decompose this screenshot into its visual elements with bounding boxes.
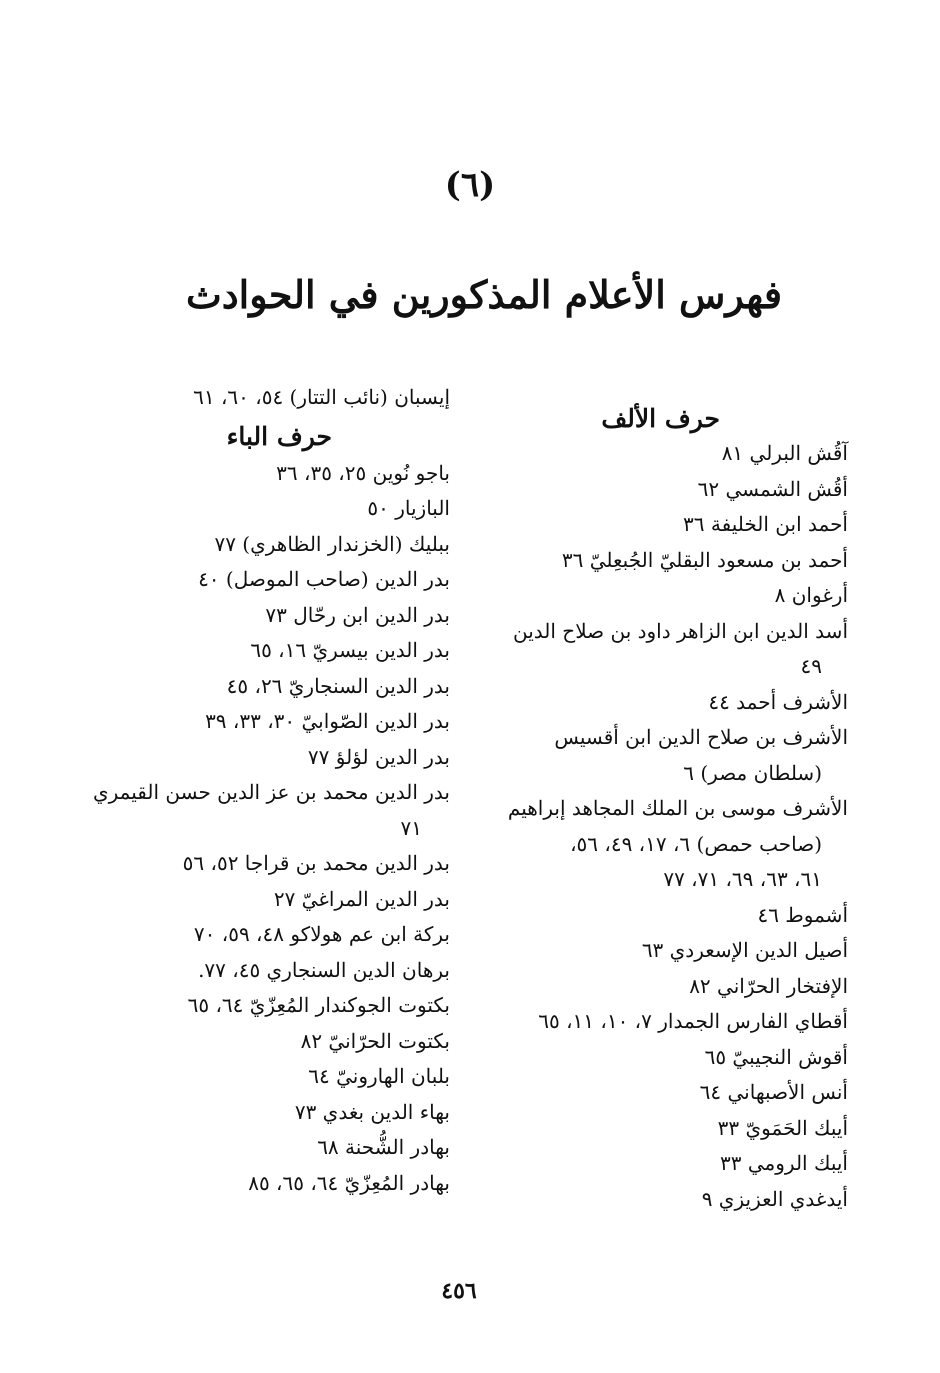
- index-entry: بهاء الدين بغدي ٧٣: [294, 1099, 450, 1124]
- right-column: [488, 380, 848, 1217]
- index-entry: بلبان الهارونيّ ٦٤: [308, 1064, 450, 1088]
- index-entry: بدر الدين الصّوابيّ ٣٠، ٣٣، ٣٩: [205, 709, 450, 733]
- index-entry: أيبك الرومي ٣٣: [720, 1151, 848, 1175]
- index-entry-continuation: (صاحب حمص) ٦، ١٧، ٤٩، ٥٦،: [570, 831, 822, 856]
- index-entry: أرغوان ٨: [774, 583, 848, 607]
- index-entry: أيبك الحَمَويّ ٣٣: [717, 1115, 848, 1140]
- index-entry: بدر الدين السنجاريّ ٢٦، ٤٥: [226, 673, 450, 698]
- index-entry: بدر الدين محمد بن عز الدين حسن القيمري: [92, 780, 450, 804]
- index-entry-continuation: (سلطان مصر) ٦: [683, 760, 822, 785]
- index-entry: البازيار ٥٠: [367, 496, 450, 520]
- index-entry: الأشرف بن صلاح الدين ابن أقسيس: [554, 725, 848, 749]
- index-entry: إيسبان (نائب التتار) ٥٤، ٦٠، ٦١: [193, 385, 450, 409]
- index-entry: الإفتخار الحرّاني ٨٢: [689, 973, 848, 998]
- index-entry: بكتوت الحرّانيّ ٨٢: [300, 1028, 450, 1053]
- page-number: ٤٥٦: [441, 1278, 477, 1304]
- index-entry: بهادر المُعِزّيّ ٦٤، ٦٥، ٨٥: [248, 1170, 450, 1195]
- index-entry: بهادر الشُّحنة ٦٨: [317, 1135, 450, 1159]
- index-entry: بركة ابن عم هولاكو ٤٨، ٥٩، ٧٠: [193, 922, 450, 946]
- index-entry-continuation: ٧١: [400, 815, 422, 840]
- index-entry: آقُش البرلي ٨١: [721, 441, 848, 465]
- letter-heading-ba: حرف الباء: [226, 421, 332, 451]
- index-entry: بدر الدين لؤلؤ ٧٧: [307, 744, 450, 769]
- index-entry: بدر الدين (صاحب الموصل) ٤٠: [198, 567, 450, 591]
- index-entry-continuation: ٤٩: [800, 654, 822, 678]
- index-entry: أنس الأصبهاني ٦٤: [699, 1080, 848, 1104]
- index-entry: ببليك (الخزندار الظاهري) ٧٧: [214, 531, 450, 556]
- index-entry: أحمد بن مسعود البقليّ الجُبعِليّ ٣٦: [561, 547, 848, 572]
- index-entry: بدر الدين المراغيّ ٢٧: [273, 886, 450, 911]
- index-entry: بدر الدين محمد بن قراجا ٥٢، ٥٦: [182, 851, 450, 875]
- index-entry: بكتوت الجوكندار المُعِزّيّ ٦٤، ٦٥: [187, 993, 450, 1017]
- index-entry: أيدغدي العزيزي ٩: [701, 1186, 848, 1211]
- index-entry: أقطاي الفارس الجمدار ٧، ١٠، ١١، ٦٥: [538, 1009, 848, 1033]
- index-entry: أحمد ابن الخليفة ٣٦: [683, 512, 848, 536]
- index-entry: الأشرف موسى بن الملك المجاهد إبراهيم: [507, 796, 848, 820]
- page-title: فهرس الأعلام المذكورين في الحوادث: [185, 272, 783, 317]
- section-number: (٦): [444, 165, 496, 205]
- index-entry: أشموط ٤٦: [757, 902, 848, 927]
- index-entry-continuation: ٦١، ٦٣، ٦٩، ٧١، ٧٧: [663, 867, 822, 891]
- index-entry: أصيل الدين الإسعردي ٦٣: [641, 938, 848, 962]
- index-entry: باجو نُوين ٢٥، ٣٥، ٣٦: [276, 460, 450, 485]
- index-entry: برهان الدين السنجاري ٤٥، ٧٧.: [198, 957, 450, 982]
- index-entry: بدر الدين ابن رحّال ٧٣: [265, 602, 450, 627]
- index-entry: الأشرف أحمد ٤٤: [708, 689, 848, 714]
- letter-heading-alif: حرف الألف: [601, 404, 720, 433]
- left-column: [90, 380, 450, 1201]
- index-entry: أقوش النجيبيّ ٦٥: [704, 1044, 848, 1069]
- index-entry: أسد الدين ابن الزاهر داود بن صلاح الدين: [512, 618, 848, 643]
- index-entry: بدر الدين بيسريّ ١٦، ٦٥: [250, 638, 450, 662]
- index-entry: أقُش الشمسي ٦٢: [697, 476, 848, 501]
